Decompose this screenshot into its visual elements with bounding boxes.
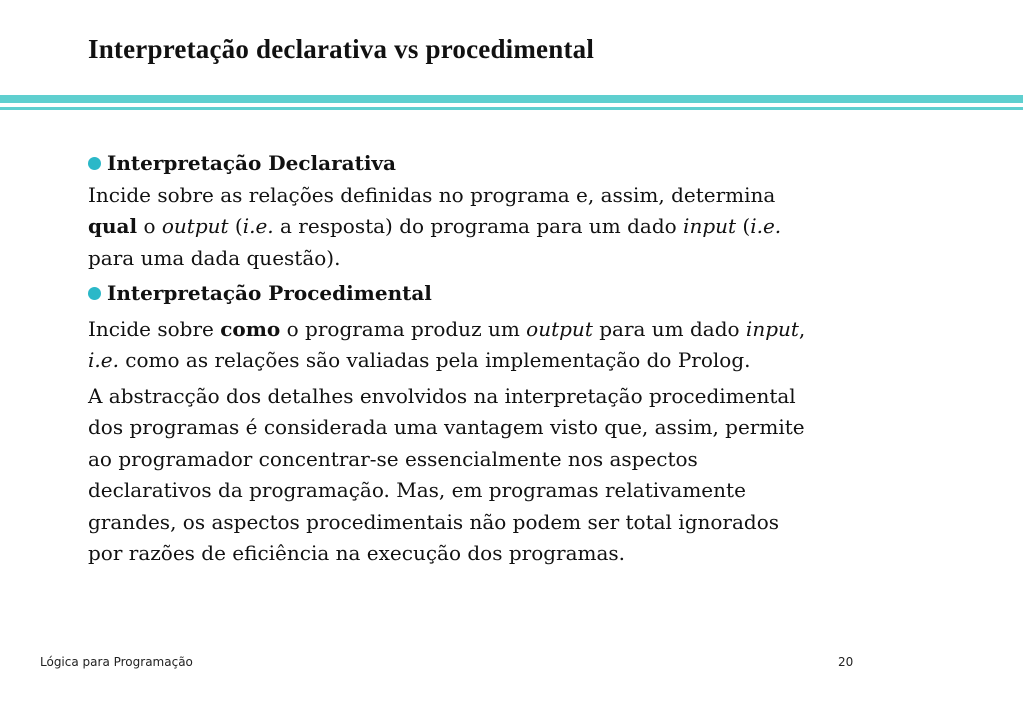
paragraph-line: grandes, os aspectos procedimentais não podem ser total ignorados [88,509,780,534]
slide-title: Interpretação declarativa vs procedimental [88,34,595,64]
paragraph-line [88,314,948,346]
heading-text: Interpretação Declarativa [107,151,396,175]
bullet-heading-declarative [88,148,948,180]
text-span: ( [228,214,243,238]
emphasis-italic: input [745,316,799,341]
emphasis-bold: como [220,316,281,341]
text-span: o programa produz um [280,316,527,341]
paragraph-line: por razões de eficiência na execução dos programas. [88,541,626,565]
title-divider-thin [0,107,1023,110]
footer-course-title: Lógica para Programação [40,655,193,669]
abstraction-paragraph [88,381,948,570]
paragraph-line [88,211,948,243]
emphasis-italic: i.e. [750,214,782,238]
heading-text: Interpretação Procedimental [107,281,432,305]
paragraph-line: dos programas é considerada uma vantagem visto que, assim, permite [88,415,805,439]
text-span: , [798,316,806,341]
text-span: o [137,214,162,238]
paragraph-line: Incide sobre as relações definidas no programa e, assim, determina [88,182,776,207]
paragraph-line: ao programador concentrar-se essencialmente nos aspectos [88,446,698,471]
bullet-heading-procedural [88,278,948,310]
slide-content [88,148,948,570]
paragraph-line: declarativos da programação. Mas, em programas relativamente [88,478,746,502]
bullet-dot-icon [88,157,101,170]
paragraph-line: para uma dada questão). [88,245,341,270]
text-span: ( [736,214,751,238]
title-divider-thick [0,95,1023,103]
bullet-dot-icon [88,287,101,300]
paragraph-line [88,345,948,377]
emphasis-italic: input [683,214,737,238]
emphasis-italic: output [161,214,229,238]
paragraph-line: A abstracção dos detalhes envolvidos na interpretação procedimental [88,383,796,408]
emphasis-italic: i.e. [88,348,119,372]
text-span: Incide sobre [88,316,221,341]
footer-page-number: 20 [838,655,854,669]
text-span: a resposta) do programa para um dado [273,214,684,238]
text-span: para um dado [592,316,746,341]
emphasis-italic: i.e. [242,214,274,238]
emphasis-bold: qual [88,214,138,238]
emphasis-italic: output [526,316,593,341]
text-span: como as relações são valiadas pela implementação do Prolog. [118,348,751,372]
declarative-paragraph [88,180,948,275]
procedural-paragraph [88,314,948,377]
